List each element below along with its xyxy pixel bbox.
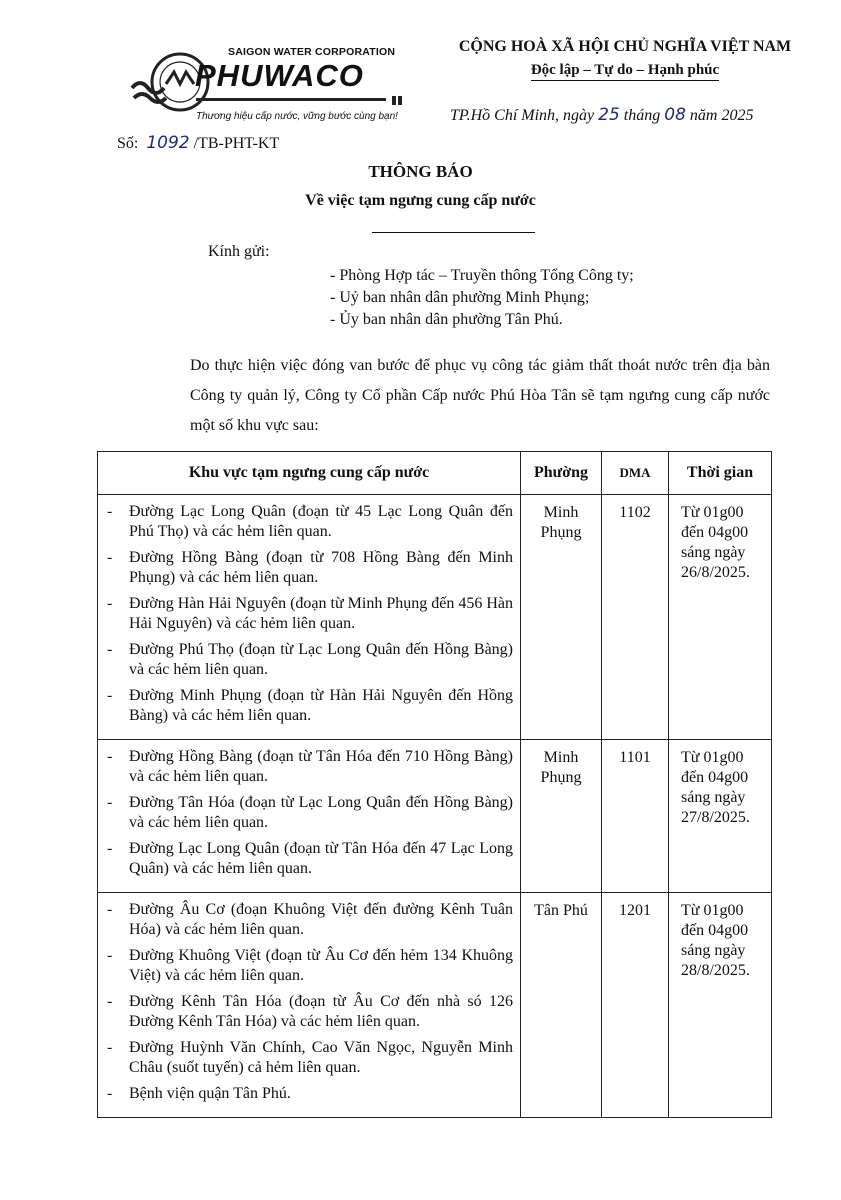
issue-date [450,105,753,125]
area-item: - Đường Lạc Long Quân (đoạn từ Tân Hóa đến 47 Lạc Long Quân) và các hẻm liên quan. [99,839,513,879]
notice-title: THÔNG BÁO [368,162,473,181]
dma-cell: 1101 [602,740,669,893]
table-row [98,740,772,893]
date-day: 25 [598,105,620,125]
header-dma: DMA [602,452,669,495]
recipient-list [330,265,634,331]
motto-text: Độc lập – Tự do – Hạnh phúc [531,62,719,81]
dma-cell: 1102 [602,495,669,740]
time-cell: Từ 01g00 đến 04g00 sáng ngày 26/8/2025. [669,495,772,740]
national-motto [440,62,810,79]
area-item: - Đường Huỳnh Văn Chính, Cao Văn Ngọc, Nguyễn Minh Châu (suốt tuyến) cả hẻm liên quan. [99,1038,513,1078]
title-divider [372,232,535,233]
area-item: - Đường Hồng Bàng (đoạn từ Tân Hóa đến 710 Hồng Bàng) và các hẻm liên quan. [99,747,513,787]
notice-subtitle: Về việc tạm ngưng cung cấp nước [305,192,536,209]
date-month: 08 [664,105,686,125]
area-item: - Đường Âu Cơ (đoạn Khuông Việt đến đường Kênh Tuân Hóa) và các hẻm liên quan. [99,900,513,940]
area-item: - Bệnh viện quận Tân Phú. [99,1084,513,1104]
area-item: - Đường Khuông Việt (đoạn từ Âu Cơ đến hẻm 134 Khuông Việt) và các hẻm liên quan. [99,946,513,986]
doc-no-suffix: /TB-PHT-KT [193,135,280,152]
table-row [98,893,772,1118]
area-item: - Đường Hồng Bàng (đoạn từ 708 Hồng Bàng đến Minh Phụng) và các hẻm liên quan. [99,548,513,588]
outage-table [97,451,772,1118]
recipient-item: - Uỷ ban nhân dân phường Minh Phụng; [330,289,590,306]
dma-cell: 1201 [602,893,669,1118]
brand-name: PHUWACO [195,58,364,93]
salutation: Kính gửi: [208,243,270,260]
doc-no-label: Số: [117,135,139,152]
area-item: - Đường Minh Phụng (đoạn từ Hàn Hải Nguyên đến Hồng Bàng) và các hẻm liên quan. [99,686,513,726]
ward-cell: Minh Phụng [521,740,602,893]
date-prefix: TP.Hồ Chí Minh, ngày [450,107,595,124]
area-item: - Đường Hàn Hải Nguyên (đoạn từ Minh Phụng đến 456 Hàn Hải Nguyên) và các hẻm liên quan. [99,594,513,634]
header-ward: Phường [521,452,602,495]
time-cell: Từ 01g00 đến 04g00 sáng ngày 27/8/2025. [669,740,772,893]
table-row [98,495,772,740]
brand-slogan: Thương hiệu cấp nước, vững bước cùng bạn! [196,111,398,122]
ward-cell: Minh Phụng [521,495,602,740]
area-item: - Đường Kênh Tân Hóa (đoạn từ Âu Cơ đến nhà só 126 Đường Kênh Tân Hóa) và các hẻm liên quan. [99,992,513,1032]
intro-text: Do thực hiện việc đóng van bước để phục vụ công tác giảm thất thoát nước trên địa bàn Công ty quản lý, Công ty Cổ phần Cấp nước Phú Hòa Tân sẽ tạm ngưng cung cấp nước một số khu vực sau: [190,357,770,434]
month-label: tháng [623,107,661,124]
intro-paragraph [130,351,770,441]
area-cell [98,740,521,893]
year-label: năm 2025 [689,107,754,124]
doc-no-value: 1092 [146,133,190,153]
corporation-name: SAIGON WATER CORPORATION [228,46,396,58]
ward-cell: Tân Phú [521,893,602,1118]
header-area: Khu vực tạm ngưng cung cấp nước [98,452,521,495]
area-cell [98,893,521,1118]
recipient-item: - Ủy ban nhân dân phường Tân Phú. [330,311,563,328]
area-item: - Đường Lạc Long Quân (đoạn từ 45 Lạc Long Quân đến Phú Thọ) và các hẻm liên quan. [99,502,513,542]
area-item: - Đường Phú Thọ (đoạn từ Lạc Long Quân đến Hồng Bàng) và các hẻm liên quan. [99,640,513,680]
header-time: Thời gian [669,452,772,495]
area-cell [98,495,521,740]
area-item: - Đường Tân Hóa (đoạn từ Lạc Long Quân đến Hồng Bàng) và các hẻm liên quan. [99,793,513,833]
document-number [117,133,279,153]
time-cell: Từ 01g00 đến 04g00 sáng ngày 28/8/2025. [669,893,772,1118]
recipient-item: - Phòng Hợp tác – Truyền thông Tổng Công ty; [330,267,634,284]
table-header-row [98,452,772,495]
nation-title: CỘNG HOÀ XÃ HỘI CHỦ NGHĨA VIỆT NAM [458,38,792,55]
